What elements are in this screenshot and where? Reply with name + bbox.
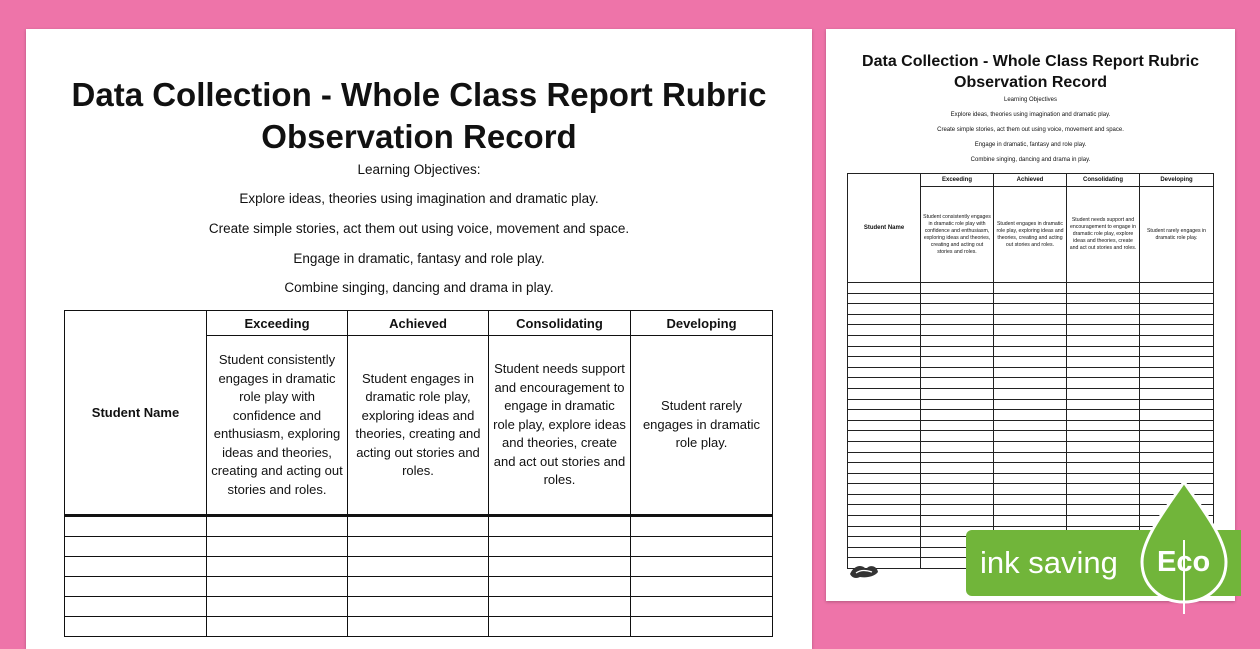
column-header-developing: Developing bbox=[631, 311, 773, 336]
learning-objective: Explore ideas, theories using imagination and dramatic play. bbox=[239, 191, 599, 206]
student-name-header: Student Name bbox=[65, 311, 207, 516]
preview-table-row bbox=[848, 346, 1214, 357]
preview-table-row bbox=[848, 314, 1214, 325]
preview-student-name-header: Student Name bbox=[848, 174, 921, 283]
preview-title-line-2: Observation Record bbox=[954, 74, 1107, 91]
table-row bbox=[65, 597, 773, 617]
preview-table-row bbox=[848, 441, 1214, 452]
descriptor-developing: Student rarely engages in dramatic role play. bbox=[631, 336, 773, 516]
eco-label: Eco bbox=[1157, 546, 1211, 578]
preview-table-row bbox=[848, 463, 1214, 474]
preview-title bbox=[826, 51, 1235, 93]
table-row bbox=[65, 617, 773, 637]
preview-objective: Create simple stories, act them out using voice, movement and space. bbox=[937, 127, 1124, 133]
preview-table-row bbox=[848, 399, 1214, 410]
title-line-2: Observation Record bbox=[261, 118, 577, 155]
preview-table-row bbox=[848, 293, 1214, 304]
preview-title-line-1: Data Collection - Whole Class Report Rubric bbox=[862, 53, 1199, 70]
descriptor-consolidating: Student needs support and encouragement to engage in dramatic role play, explore ideas and theories, create and act out stories and roles. bbox=[489, 336, 631, 516]
preview-table-row bbox=[848, 283, 1214, 294]
preview-column-header: Exceeding bbox=[921, 174, 994, 187]
preview-table-row bbox=[848, 378, 1214, 389]
ink-saving-label: ink saving bbox=[980, 545, 1118, 580]
title-line-1: Data Collection - Whole Class Report Rubric bbox=[71, 76, 767, 113]
descriptor-exceeding: Student consistently engages in dramatic role play with confidence and enthusiasm, exploring ideas and theories, creating and acting out stories and roles. bbox=[207, 336, 348, 516]
table-row bbox=[65, 577, 773, 597]
preview-objective: Engage in dramatic, fantasy and role play. bbox=[974, 142, 1087, 148]
rubric-table bbox=[64, 310, 773, 637]
preview-table-row bbox=[848, 367, 1214, 378]
column-header-achieved: Achieved bbox=[348, 311, 489, 336]
learning-objective: Engage in dramatic, fantasy and role play. bbox=[293, 251, 545, 266]
preview-descriptor: Student needs support and encouragement to engage in dramatic role play, explore ideas and theories, create and act out stories and roles. bbox=[1067, 187, 1140, 283]
learning-objective: Combine singing, dancing and drama in play. bbox=[284, 280, 554, 295]
column-header-exceeding: Exceeding bbox=[207, 311, 348, 336]
worksheet-title bbox=[26, 74, 812, 158]
learning-objective: Create simple stories, act them out using voice, movement and space. bbox=[208, 221, 630, 236]
preview-table-row bbox=[848, 388, 1214, 399]
preview-descriptor: Student rarely engages in dramatic role play. bbox=[1140, 187, 1214, 283]
preview-table-row bbox=[848, 335, 1214, 346]
table-row bbox=[65, 537, 773, 557]
preview-descriptor: Student engages in dramatic role play, exploring ideas and theories, creating and acting out stories and roles. bbox=[994, 187, 1067, 283]
preview-table-row bbox=[848, 410, 1214, 421]
preview-table-row bbox=[848, 304, 1214, 315]
preview-objectives-heading: Learning Objectives bbox=[1003, 97, 1058, 103]
preview-table-row bbox=[848, 431, 1214, 442]
preview-table-row bbox=[848, 452, 1214, 463]
table-row bbox=[65, 516, 773, 537]
preview-column-header: Consolidating bbox=[1067, 174, 1140, 187]
preview-column-header: Developing bbox=[1140, 174, 1214, 187]
preview-descriptor: Student consistently engages in dramatic role play with confidence and enthusiasm, exploring ideas and theories, creating and acting out stories and roles. bbox=[921, 187, 994, 283]
descriptor-achieved: Student engages in dramatic role play, exploring ideas and theories, creating and acting out stories and roles. bbox=[348, 336, 489, 516]
preview-table-row bbox=[848, 325, 1214, 336]
column-header-consolidating: Consolidating bbox=[489, 311, 631, 336]
publisher-logo-icon bbox=[848, 561, 880, 581]
table-row bbox=[65, 557, 773, 577]
preview-objective: Combine singing, dancing and drama in play. bbox=[970, 157, 1091, 163]
learning-objectives-heading: Learning Objectives: bbox=[357, 162, 481, 177]
preview-table-row bbox=[848, 357, 1214, 368]
worksheet-page-large bbox=[26, 29, 812, 649]
preview-column-header: Achieved bbox=[994, 174, 1067, 187]
preview-objective: Explore ideas, theories using imagination and dramatic play. bbox=[950, 112, 1111, 118]
preview-table-row bbox=[848, 420, 1214, 431]
